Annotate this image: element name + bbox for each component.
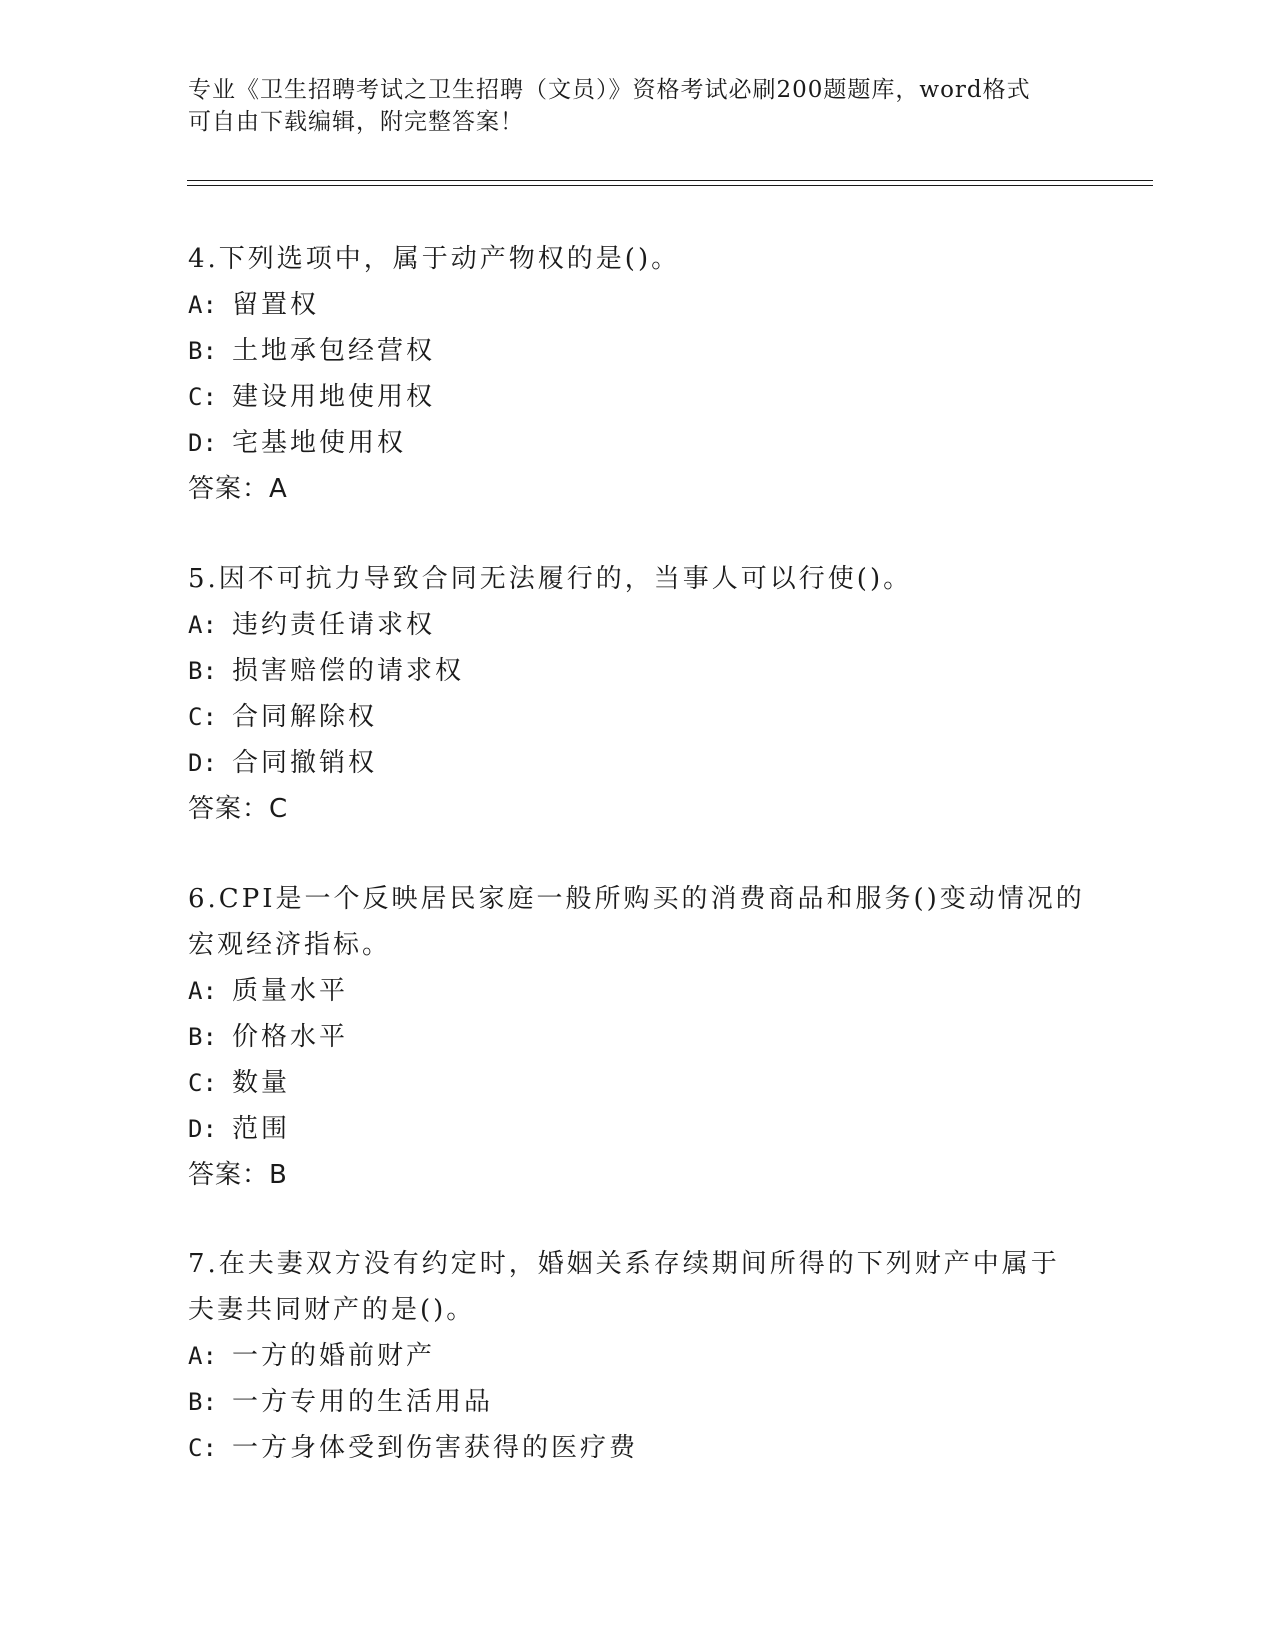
option-key: D: xyxy=(188,749,217,777)
option-b xyxy=(188,648,1088,694)
option-text: 一方身体受到伤害获得的医疗费 xyxy=(232,1433,639,1463)
option-d xyxy=(188,1106,1088,1152)
question-stem-line-2: 夫妻共同财产的是()。 xyxy=(188,1295,476,1325)
option-key: B: xyxy=(188,657,217,685)
option-text: 留置权 xyxy=(232,290,320,320)
option-key: B: xyxy=(188,337,217,365)
option-text: 合同解除权 xyxy=(232,702,378,732)
option-text: 建设用地使用权 xyxy=(232,382,436,412)
option-c xyxy=(188,374,1088,420)
option-text: 违约责任请求权 xyxy=(232,610,436,640)
question-7 xyxy=(188,1241,1088,1471)
option-key: C: xyxy=(188,1434,217,1462)
header-line-2: 可自由下载编辑，附完整答案！ xyxy=(188,109,524,135)
option-c xyxy=(188,694,1088,740)
option-text: 数量 xyxy=(232,1068,291,1098)
answer-line: 答案：B xyxy=(188,1160,288,1190)
question-stem-line-2: 宏观经济指标。 xyxy=(188,930,392,960)
option-c xyxy=(188,1060,1088,1106)
option-text: 损害赔偿的请求权 xyxy=(232,656,465,686)
option-key: C: xyxy=(188,703,217,731)
option-key: C: xyxy=(188,383,217,411)
option-b xyxy=(188,328,1088,374)
answer-line: 答案：C xyxy=(188,794,289,824)
option-text: 价格水平 xyxy=(232,1022,349,1052)
question-5 xyxy=(188,556,1088,832)
header-rule-top xyxy=(187,180,1153,181)
option-key: D: xyxy=(188,429,217,457)
option-c xyxy=(188,1425,1088,1471)
option-b xyxy=(188,1379,1088,1425)
option-text: 一方专用的生活用品 xyxy=(232,1387,494,1417)
option-key: A: xyxy=(188,977,217,1005)
option-d xyxy=(188,420,1088,466)
document-header xyxy=(188,74,1088,138)
option-text: 合同撤销权 xyxy=(232,748,378,778)
option-a xyxy=(188,282,1088,328)
option-a xyxy=(188,602,1088,648)
option-text: 宅基地使用权 xyxy=(232,428,407,458)
option-text: 一方的婚前财产 xyxy=(232,1341,436,1371)
header-line-1: 专业《卫生招聘考试之卫生招聘（文员）》资格考试必刷200题题库，word格式 xyxy=(188,77,1031,103)
question-4 xyxy=(188,236,1088,512)
option-key: A: xyxy=(188,611,217,639)
question-stem: 4.下列选项中，属于动产物权的是()。 xyxy=(188,244,681,274)
option-key: A: xyxy=(188,291,217,319)
question-stem: 5.因不可抗力导致合同无法履行的，当事人可以行使()。 xyxy=(188,564,913,594)
header-rule-bottom xyxy=(187,185,1153,186)
answer-line: 答案：A xyxy=(188,474,288,504)
option-text: 土地承包经营权 xyxy=(232,336,436,366)
option-b xyxy=(188,1014,1088,1060)
option-key: B: xyxy=(188,1023,217,1051)
option-key: B: xyxy=(188,1388,217,1416)
question-stem-line-1: 6.CPI是一个反映居民家庭一般所购买的消费商品和服务()变动情况的 xyxy=(188,884,1085,914)
option-key: A: xyxy=(188,1342,217,1370)
option-a xyxy=(188,968,1088,1014)
option-key: D: xyxy=(188,1115,217,1143)
option-a xyxy=(188,1333,1088,1379)
option-text: 质量水平 xyxy=(232,976,349,1006)
question-stem-line-1: 7.在夫妻双方没有约定时，婚姻关系存续期间所得的下列财产中属于 xyxy=(188,1249,1060,1279)
option-text: 范围 xyxy=(232,1114,291,1144)
question-6 xyxy=(188,876,1088,1198)
option-d xyxy=(188,740,1088,786)
option-key: C: xyxy=(188,1069,217,1097)
